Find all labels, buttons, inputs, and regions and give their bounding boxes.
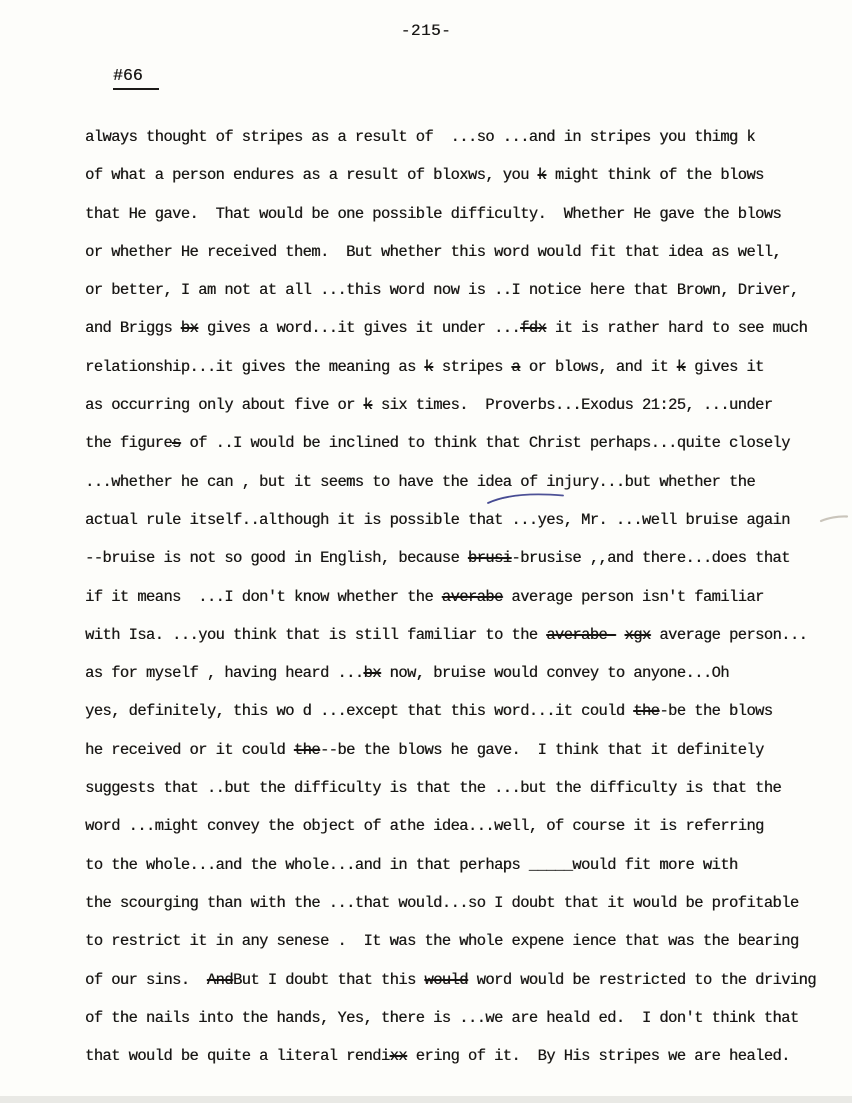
text-line bbox=[85, 578, 837, 616]
struck-text: the bbox=[633, 702, 660, 721]
text-line bbox=[85, 692, 837, 730]
text-segment: or whether He received them. But whether this word would fit that idea as well, bbox=[85, 242, 782, 261]
text-segment: actual rule itself..although it is possible that ...yes, Mr. ...well bruise again bbox=[85, 510, 790, 529]
text-line bbox=[85, 922, 837, 960]
struck-text: k bbox=[363, 396, 373, 415]
struck-text: averabe- bbox=[546, 625, 616, 644]
text-segment: to restrict it in any senese . It was the whole expene ience that was the bearing bbox=[85, 932, 799, 951]
text-segment: and Briggs bbox=[85, 319, 181, 338]
text-segment: average person isn't familiar bbox=[502, 587, 764, 606]
text-line bbox=[85, 999, 837, 1037]
text-line bbox=[85, 884, 837, 922]
struck-text: xgx bbox=[624, 625, 651, 644]
text-line bbox=[85, 118, 837, 156]
text-segment: But I doubt that this bbox=[232, 970, 425, 989]
text-segment: as occurring only about five or bbox=[85, 396, 364, 415]
struck-text: bx bbox=[180, 319, 199, 338]
handwritten-pen-mark bbox=[485, 489, 567, 507]
text-line bbox=[85, 195, 837, 233]
struck-text: bx bbox=[363, 664, 381, 683]
pencil-mark bbox=[818, 510, 850, 526]
struck-text: k bbox=[537, 166, 547, 185]
text-segment: of the nails into the hands, Yes, there is ...we are heald ed. I don't think that bbox=[85, 1008, 799, 1027]
text-segment: ering of it. By His stripes we are healed. bbox=[406, 1047, 790, 1066]
text-segment: --bruise is not so good in English, because bbox=[85, 549, 468, 568]
text-line bbox=[85, 1037, 837, 1075]
struck-text: s bbox=[172, 434, 181, 453]
text-line bbox=[85, 233, 837, 271]
struck-text: And bbox=[206, 970, 233, 989]
struck-text: k bbox=[424, 357, 434, 376]
text-line bbox=[85, 309, 837, 347]
text-line bbox=[85, 731, 837, 769]
text-segment: gives it bbox=[685, 357, 764, 376]
struck-text: brusi bbox=[467, 549, 512, 568]
text-line bbox=[85, 846, 837, 884]
text-segment: he received or it could bbox=[85, 740, 294, 759]
text-segment: -be the blows bbox=[659, 702, 773, 721]
text-segment: suggests that ..but the difficulty is that the ...but the difficulty is that the bbox=[85, 779, 782, 798]
text-segment: always thought of stripes as a result of ...so ...and in stripes you thimg k bbox=[85, 128, 756, 146]
text-segment bbox=[616, 626, 625, 644]
text-segment: relationship...it gives the meaning as bbox=[85, 357, 425, 376]
text-segment: as for myself , having heard ... bbox=[85, 664, 364, 683]
text-line bbox=[85, 769, 837, 807]
text-segment: the figure bbox=[85, 434, 173, 453]
text-segment: to the whole...and the whole...and in that perhaps _____would fit more with bbox=[85, 855, 738, 874]
text-segment: stripes bbox=[433, 357, 512, 376]
text-line bbox=[85, 616, 837, 654]
text-segment: might think of the blows bbox=[546, 166, 764, 185]
text-segment: that He gave. That would be one possible difficulty. Whether He gave the blows bbox=[85, 204, 782, 223]
text-segment: or better, I am not at all ...this word now is ..I notice here that Brown, Driver, bbox=[85, 281, 799, 300]
text-line bbox=[85, 348, 837, 386]
text-segment: of our sins. bbox=[85, 970, 207, 989]
page-bottom-edge bbox=[0, 1096, 852, 1103]
struck-text: averabe bbox=[441, 587, 503, 606]
page-number: -215- bbox=[400, 22, 452, 40]
struck-text: fdx bbox=[520, 319, 547, 338]
text-line bbox=[85, 961, 837, 999]
struck-text: xx bbox=[389, 1047, 407, 1066]
text-segment: or blows, and it bbox=[520, 357, 677, 376]
text-segment: now, bruise would convey to anyone...Oh bbox=[380, 664, 729, 683]
text-segment: --be the blows he gave. I think that it definitely bbox=[319, 740, 764, 759]
text-line bbox=[85, 386, 837, 424]
struck-text: would bbox=[424, 970, 468, 989]
text-segment: yes, definitely, this wo d ...except that this word...it could bbox=[85, 702, 634, 721]
text-segment: if it means ...I don't know whether the bbox=[85, 587, 442, 606]
text-segment: it is rather hard to see much bbox=[546, 319, 808, 338]
text-line bbox=[85, 539, 837, 577]
document-body bbox=[85, 118, 837, 1075]
text-segment: gives a word...it gives it under ... bbox=[198, 319, 521, 338]
text-segment: that would be quite a literal rendi bbox=[85, 1047, 390, 1066]
text-line bbox=[85, 156, 837, 194]
text-segment: -brusise ,,and there...does that bbox=[511, 549, 790, 568]
struck-text: a bbox=[511, 357, 521, 376]
text-segment: with Isa. ...you think that is still familiar to the bbox=[85, 625, 547, 644]
text-line bbox=[85, 271, 837, 309]
text-line bbox=[85, 463, 837, 501]
section-label: #66 bbox=[113, 66, 159, 90]
text-segment: of what a person endures as a result of bloxws, you bbox=[85, 166, 538, 185]
text-segment: the scourging than with the ...that would...so I doubt that it would be profitable bbox=[85, 893, 799, 912]
text-segment: six times. Proverbs...Exodus 21:25, ...under bbox=[372, 396, 773, 415]
text-line bbox=[85, 501, 837, 539]
text-segment: of ..I would be inclined to think that Christ perhaps...quite closely bbox=[180, 434, 790, 453]
text-line bbox=[85, 424, 837, 462]
struck-text: k bbox=[676, 357, 686, 376]
text-segment: average person... bbox=[650, 625, 808, 644]
text-segment: word ...might convey the object of athe idea...well, of course it is referring bbox=[85, 817, 764, 836]
text-segment: ...whether he can , but it seems to have the idea of injury...but whether the bbox=[85, 472, 756, 491]
text-segment: word would be restricted to the driving bbox=[467, 970, 816, 989]
struck-text: the bbox=[293, 740, 320, 759]
text-line bbox=[85, 807, 837, 845]
text-line bbox=[85, 654, 837, 692]
